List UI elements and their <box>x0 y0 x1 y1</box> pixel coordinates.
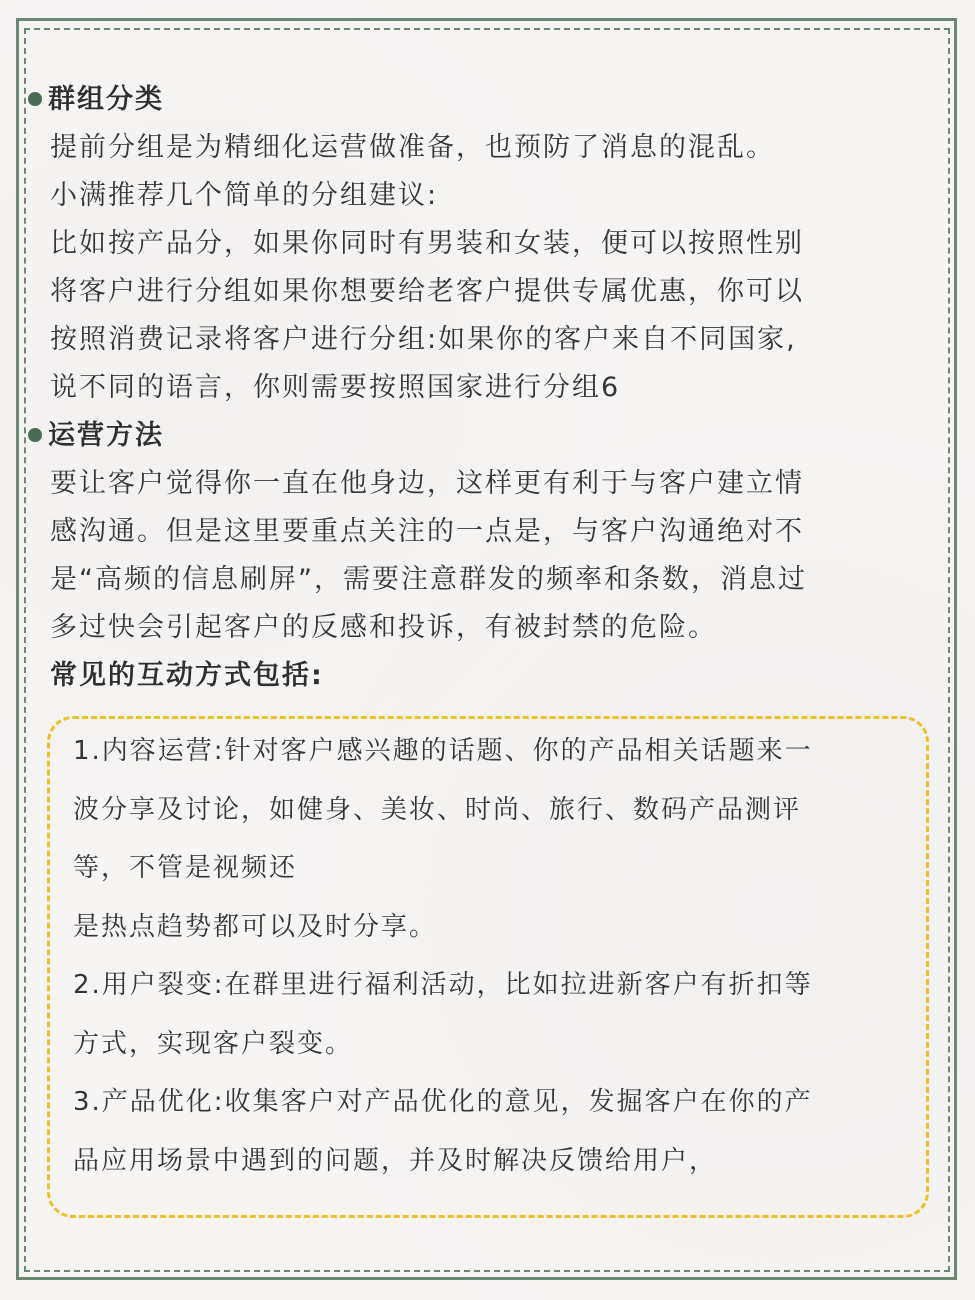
box-line: 是热点趋势都可以及时分享。 <box>73 911 438 942</box>
box-line: 2.用户裂变:在群里进行福利活动，比如拉进新客户有折扣等 <box>73 970 813 1000</box>
paragraph-line: 是“高频的信息刷屏”，需要注意群发的频率和条数，消息过 <box>50 564 807 595</box>
box-line: 等，不管是视频还 <box>73 853 298 883</box>
section-heading-grouping <box>28 76 918 124</box>
section-title: 运营方法 <box>48 420 164 451</box>
paragraph-line: 多过快会引起客户的反感和投诉，有被封禁的危险。 <box>50 612 717 643</box>
section-heading-operations <box>28 412 918 460</box>
box-line: 品应用场景中遇到的问题，并及时解决反馈给用户， <box>73 1145 718 1176</box>
sub-heading: 常见的互动方式包括: <box>50 660 324 691</box>
paragraph-line: 要让客户觉得你一直在他身边，这样更有利于与客户建立情 <box>50 468 804 499</box>
box-line: 波分享及讨论，如健身、美妆、时尚、旅行、数码产品测评 <box>73 794 802 825</box>
paragraph-line: 小满推荐几个简单的分组建议: <box>50 180 439 211</box>
paragraph-line: 按照消费记录将客户进行分组:如果你的客户来自不同国家, <box>50 324 797 355</box>
box-line: 3.产品优化:收集客户对产品优化的意见，发掘客户在你的产 <box>73 1087 813 1117</box>
main-text <box>28 76 918 700</box>
paragraph-line: 提前分组是为精细化运营做准备，也预防了消息的混乱。 <box>50 132 775 163</box>
highlight-box-text <box>73 722 923 1190</box>
paragraph-line: 说不同的语言，你则需要按照国家进行分组6 <box>50 372 621 403</box>
box-line: 1.内容运营:针对客户感兴趣的话题、你的产品相关话题来一 <box>73 736 813 766</box>
section-title: 群组分类 <box>48 84 164 115</box>
paragraph-line: 比如按产品分，如果你同时有男装和女装，便可以按照性别 <box>50 228 804 259</box>
paragraph-line: 感沟通。但是这里要重点关注的一点是，与客户沟通绝对不 <box>50 516 804 547</box>
box-line: 方式，实现客户裂变。 <box>73 1028 354 1059</box>
bullet-dot-icon <box>28 92 42 106</box>
paragraph-line: 将客户进行分组如果你想要给老客户提供专属优惠，你可以 <box>50 276 804 307</box>
bullet-dot-icon <box>28 428 42 442</box>
